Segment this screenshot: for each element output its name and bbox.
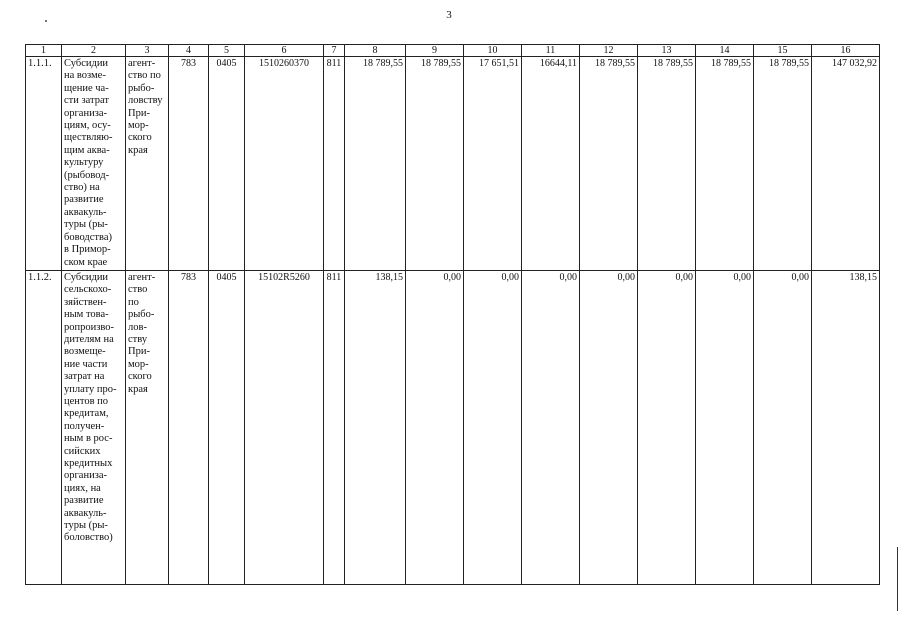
text-line: ным това- xyxy=(64,309,109,321)
text-line: Субсидии xyxy=(64,58,109,69)
header-cell: 14 xyxy=(696,45,754,57)
value-cell: 0,00 xyxy=(696,270,754,584)
text-line: уплату про- xyxy=(64,383,117,395)
value-cell: 0,00 xyxy=(638,270,696,584)
header-cell: 5 xyxy=(209,45,245,57)
text-line: развитие xyxy=(64,495,104,507)
value-cell: 18 789,55 xyxy=(754,57,812,271)
text-line: Субсидии xyxy=(64,271,109,283)
value-cell: 17 651,51 xyxy=(464,57,522,271)
text-line: возмеще- xyxy=(64,346,106,358)
page-number: 3 xyxy=(446,9,452,21)
text-line: края xyxy=(128,383,148,395)
text-line: мор- xyxy=(128,358,149,370)
header-cell: 13 xyxy=(638,45,696,57)
text-line: в Примор- xyxy=(64,244,111,256)
value-cell: 138,15 xyxy=(345,270,406,584)
section-code: 0405 xyxy=(209,57,245,271)
value-cell: 18 789,55 xyxy=(345,57,406,271)
text-line: циям, осу- xyxy=(64,120,111,132)
header-cell: 15 xyxy=(754,45,812,57)
text-line: затрат на xyxy=(64,371,105,383)
header-cell: 11 xyxy=(522,45,580,57)
measure-name xyxy=(62,57,126,271)
text-line: щим аква- xyxy=(64,144,110,156)
total-cell: 147 032,92 xyxy=(812,57,880,271)
budget-table xyxy=(25,44,880,585)
header-cell: 10 xyxy=(464,45,522,57)
text-line: ществляю- xyxy=(64,132,113,144)
text-line: центов по xyxy=(64,395,109,407)
section-code: 0405 xyxy=(209,270,245,584)
text-line: на возме- xyxy=(64,70,106,82)
text-line: развитие xyxy=(64,194,104,206)
target-article-code: 15102R5260 xyxy=(245,270,324,584)
text-line: сийских xyxy=(64,445,101,457)
text-line: культуру xyxy=(64,157,104,169)
row-code: 1.1.2. xyxy=(26,270,62,584)
expense-type-code: 811 xyxy=(324,57,345,271)
text-line: агент- xyxy=(128,271,156,283)
agency-name xyxy=(126,57,169,271)
header-cell: 2 xyxy=(62,45,126,57)
ministry-code: 783 xyxy=(169,57,209,271)
value-cell: 0,00 xyxy=(464,270,522,584)
header-cell: 7 xyxy=(324,45,345,57)
value-cell: 18 789,55 xyxy=(638,57,696,271)
value-cell: 0,00 xyxy=(754,270,812,584)
text-line: ского xyxy=(128,371,152,383)
text-line: ство по xyxy=(128,70,161,82)
scan-edge-mark xyxy=(897,547,898,611)
value-cell: 0,00 xyxy=(580,270,638,584)
agency-name xyxy=(126,270,169,584)
text-line: аквакуль- xyxy=(64,206,107,218)
target-article-code: 1510260370 xyxy=(245,57,324,271)
table-row xyxy=(26,270,880,584)
value-cell: 18 789,55 xyxy=(406,57,464,271)
text-line: При- xyxy=(128,346,150,358)
header-row xyxy=(26,45,880,57)
header-cell: 3 xyxy=(126,45,169,57)
text-line: ловству xyxy=(128,95,163,107)
text-line: аквакуль- xyxy=(64,507,107,519)
header-cell: 6 xyxy=(245,45,324,57)
text-line: зяйствен- xyxy=(64,296,107,308)
text-line: рыбо- xyxy=(128,82,155,94)
total-cell: 138,15 xyxy=(812,270,880,584)
text-line: ние части xyxy=(64,358,108,370)
text-line: (рыбовод- xyxy=(64,169,110,181)
text-line: сти затрат xyxy=(64,95,109,107)
row-code: 1.1.1. xyxy=(26,57,62,271)
header-cell: 8 xyxy=(345,45,406,57)
header-cell: 1 xyxy=(26,45,62,57)
text-line: дителям на xyxy=(64,333,114,345)
text-line: края xyxy=(128,144,148,156)
value-cell: 18 789,55 xyxy=(696,57,754,271)
text-line: ропроизво- xyxy=(64,321,115,333)
text-line: получен- xyxy=(64,420,105,432)
text-line: ского xyxy=(128,132,152,144)
expense-type-code: 811 xyxy=(324,270,345,584)
text-line: ство xyxy=(128,284,148,296)
text-line: мор- xyxy=(128,120,149,132)
scan-dot xyxy=(45,20,47,22)
text-line: ство) на xyxy=(64,182,100,194)
text-line: лов- xyxy=(128,321,147,333)
measure-name xyxy=(62,270,126,584)
header-cell: 12 xyxy=(580,45,638,57)
header-cell: 16 xyxy=(812,45,880,57)
text-line: ным в рос- xyxy=(64,433,113,445)
value-cell: 16644,11 xyxy=(522,57,580,271)
table-row xyxy=(26,57,880,271)
text-line: циях, на xyxy=(64,482,101,494)
text-line: кредитных xyxy=(64,458,113,469)
text-line: агент- xyxy=(128,58,156,69)
text-line: щение ча- xyxy=(64,82,109,94)
text-line: боловство) xyxy=(64,532,113,544)
header-cell: 9 xyxy=(406,45,464,57)
text-line: организа- xyxy=(64,470,108,482)
text-line: туры (ры- xyxy=(64,219,108,231)
text-line: рыбо- xyxy=(128,309,155,321)
text-line: ству xyxy=(128,333,148,345)
text-line: боводства) xyxy=(64,231,112,243)
text-line: При- xyxy=(128,107,150,119)
ministry-code: 783 xyxy=(169,270,209,584)
header-cell: 4 xyxy=(169,45,209,57)
text-line: организа- xyxy=(64,107,108,119)
value-cell: 0,00 xyxy=(406,270,464,584)
text-line: сельскохо- xyxy=(64,284,112,296)
value-cell: 18 789,55 xyxy=(580,57,638,271)
text-line: туры (ры- xyxy=(64,520,108,532)
text-line: кредитам, xyxy=(64,408,109,420)
value-cell: 0,00 xyxy=(522,270,580,584)
text-line: ском крае xyxy=(64,256,108,268)
text-line: по xyxy=(128,296,139,308)
